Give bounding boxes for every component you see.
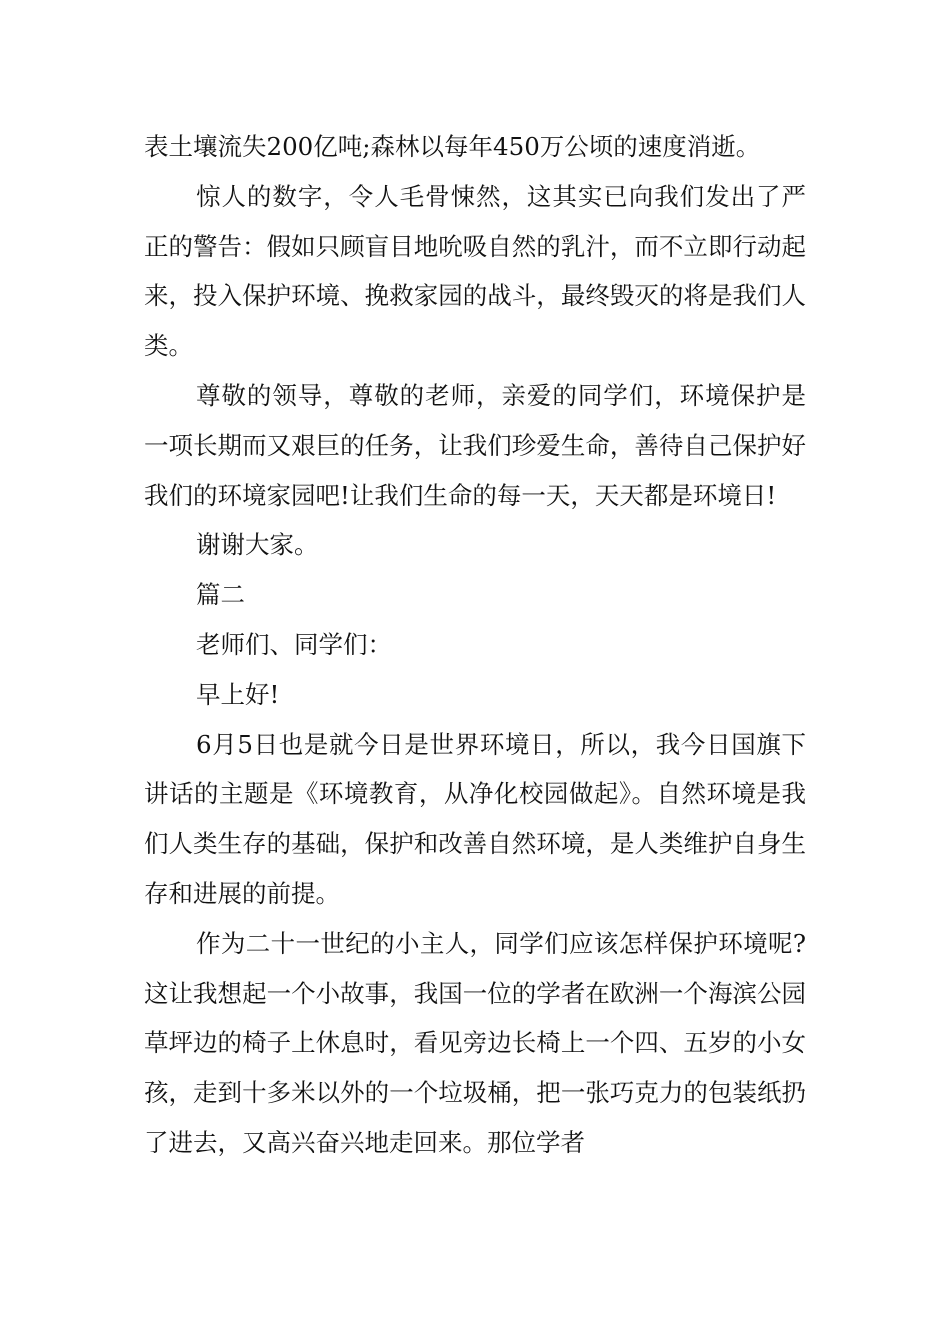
greeting: 早上好!: [196, 679, 280, 709]
paragraph-story: 作为二十一世纪的小主人，同学们应该怎样保护环境呢?这让我想起一个小故事，我国一位的学者在欧洲一个海滨公园草坪边的椅子上休息时，看见旁边长椅上一个四、五岁的小女孩，走到十多米以外的一个垃圾桶，把一张巧克力的包装纸扔了进去，又高兴奋兴地走回来。那位学者: [144, 928, 806, 1157]
salutation: 老师们、同学们：: [196, 629, 392, 659]
paragraph-continuation: 表土壤流失200亿吨;森林以每年450万公顷的速度消逝。: [144, 132, 761, 161]
document-page: [144, 122, 806, 1168]
paragraph-warning: 惊人的数字，令人毛骨悚然，这其实已向我们发出了严正的警告：假如只顾盲目地吮吸自然的乳汁，而不立即行动起来，投入保护环境、挽救家园的战斗，最终毁灭的将是我们人类。: [144, 181, 806, 361]
paragraph-topic: 6月5日也是就今日是世界环境日，所以，我今日国旗下讲话的主题是《环境教育，从净化校园做起》。自然环境是我们人类生存的基础，保护和改善自然环境，是人类维护自身生存和进展的前提。: [144, 729, 806, 908]
section-heading: 篇二: [196, 580, 245, 610]
paragraph-appeal: 尊敬的领导，尊敬的老师，亲爱的同学们，环境保护是一项长期而又艰巨的任务，让我们珍爱生命，善待自己保护好我们的环境家园吧!让我们生命的每一天，天天都是环境日!: [144, 380, 806, 510]
paragraph-thanks: 谢谢大家。: [196, 530, 319, 560]
